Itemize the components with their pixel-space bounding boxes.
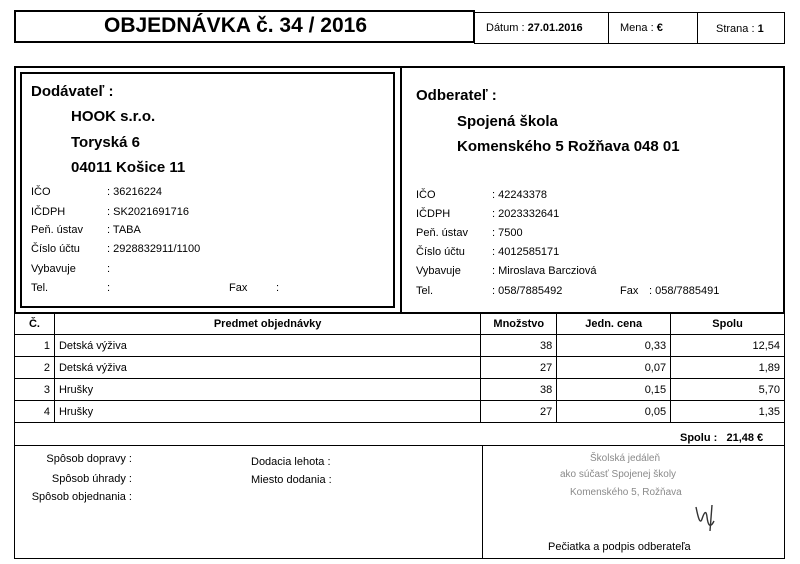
- table-row: [15, 379, 785, 401]
- supplier-bank-label: Peň. ústav: [31, 224, 83, 236]
- customer-tel-value: : 058/7885492: [492, 285, 563, 297]
- row-item: Detská výživa: [54, 357, 480, 379]
- payment-label: Spôsob úhrady :: [51, 473, 132, 485]
- supplier-heading: Dodávateľ :: [31, 83, 114, 100]
- row-no: 4: [15, 401, 55, 423]
- col-header-qty: Množstvo: [481, 314, 557, 335]
- table-body-blank: [14, 420, 785, 446]
- page-field: [716, 23, 764, 35]
- row-qty: 27: [481, 401, 557, 423]
- footer-divider: [482, 446, 483, 558]
- row-total: 1,35: [671, 401, 785, 423]
- supplier-bank-value: : TABA: [107, 224, 141, 236]
- currency-field: [620, 22, 663, 34]
- supplier-account-value: : 2928832911/1100: [107, 243, 201, 255]
- table-row: [15, 335, 785, 357]
- col-header-total: Spolu: [671, 314, 785, 335]
- supplier-tel-value: :: [107, 282, 111, 294]
- supplier-fax-label: Fax: [229, 282, 248, 294]
- supplier-icdph-value: : SK2021691716: [107, 206, 189, 218]
- currency-value: €: [656, 22, 663, 34]
- transport-label: Spôsob dopravy :: [46, 453, 132, 465]
- supplier-ico-label: IČO: [31, 186, 51, 198]
- date-label: Dátum :: [486, 22, 525, 34]
- supplier-street: Toryská 6: [71, 134, 140, 151]
- row-total: 12,54: [671, 335, 785, 357]
- date-value: 27.01.2016: [527, 22, 583, 34]
- sum-value: 21,48 €: [726, 432, 764, 444]
- customer-icdph-label: IČDPH: [416, 208, 451, 220]
- place-label: Miesto dodania :: [251, 474, 332, 486]
- row-price: 0,07: [557, 357, 671, 379]
- supplier-account-label: Číslo účtu: [31, 243, 80, 255]
- supplier-icdph-label: IČDPH: [31, 206, 66, 218]
- page-title: OBJEDNÁVKA č. 34 / 2016: [104, 14, 368, 37]
- supplier-fax-value: :: [276, 282, 280, 294]
- page-value: 1: [757, 23, 764, 35]
- supplier-tel-label: Tel.: [31, 282, 49, 294]
- customer-name: Spojená škola: [457, 113, 558, 130]
- customer-account-label: Číslo účtu: [416, 246, 465, 258]
- row-qty: 38: [481, 379, 557, 401]
- table-header-row: [15, 314, 785, 335]
- row-no: 2: [15, 357, 55, 379]
- col-header-no: Č.: [15, 314, 55, 335]
- supplier-ico-value: : 36216224: [107, 186, 163, 198]
- customer-ico-label: IČO: [416, 189, 436, 201]
- customer-tel-label: Tel.: [416, 285, 434, 297]
- col-header-price: Jedn. cena: [557, 314, 671, 335]
- row-price: 0,33: [557, 335, 671, 357]
- ordering-label: Spôsob objednania :: [31, 491, 132, 503]
- row-total: 1,89: [671, 357, 785, 379]
- sum-label: Spolu :: [680, 432, 718, 444]
- currency-label: Mena :: [620, 22, 654, 34]
- customer-fax-value: : 058/7885491: [649, 285, 720, 297]
- customer-heading: Odberateľ :: [416, 87, 497, 104]
- address-divider: [400, 66, 402, 313]
- customer-address: Komenského 5 Rožňava 048 01: [457, 138, 680, 155]
- customer-ico-value: : 42243378: [492, 189, 548, 201]
- row-item: Hrušky: [54, 401, 480, 423]
- row-qty: 27: [481, 357, 557, 379]
- customer-contact-value: : Miroslava Barcziová: [492, 265, 597, 277]
- row-price: 0,05: [557, 401, 671, 423]
- stamp-line-1: Školská jedáleň: [590, 453, 661, 464]
- row-no: 3: [15, 379, 55, 401]
- row-item: Detská výživa: [54, 335, 480, 357]
- customer-bank-label: Peň. ústav: [416, 227, 468, 239]
- customer-icdph-value: : 2023332641: [492, 208, 560, 220]
- stamp-line-3: Komenského 5, Rožňava: [570, 487, 682, 498]
- customer-contact-label: Vybavuje: [416, 265, 461, 277]
- row-item: Hrušky: [54, 379, 480, 401]
- items-table: [14, 313, 785, 423]
- row-no: 1: [15, 335, 55, 357]
- supplier-contact-label: Vybavuje: [31, 263, 76, 275]
- sum-row: [680, 432, 763, 444]
- date-field: [486, 22, 583, 34]
- supplier-contact-value: :: [107, 263, 111, 275]
- stamp-line-2: ako súčasť Spojenej školy: [560, 469, 677, 480]
- row-total: 5,70: [671, 379, 785, 401]
- signature-label: Pečiatka a podpis odberateľa: [548, 541, 691, 553]
- supplier-city: 04011 Košice 11: [71, 159, 186, 176]
- deadline-label: Dodacia lehota :: [251, 456, 331, 468]
- signature-icon: [690, 495, 730, 535]
- page-label: Strana :: [716, 23, 755, 35]
- col-header-item: Predmet objednávky: [54, 314, 480, 335]
- customer-fax-label: Fax: [620, 285, 639, 297]
- customer-bank-value: : 7500: [492, 227, 523, 239]
- row-price: 0,15: [557, 379, 671, 401]
- customer-account-value: : 4012585171: [492, 246, 560, 258]
- table-row: [15, 357, 785, 379]
- row-qty: 38: [481, 335, 557, 357]
- supplier-name: HOOK s.r.o.: [71, 108, 156, 125]
